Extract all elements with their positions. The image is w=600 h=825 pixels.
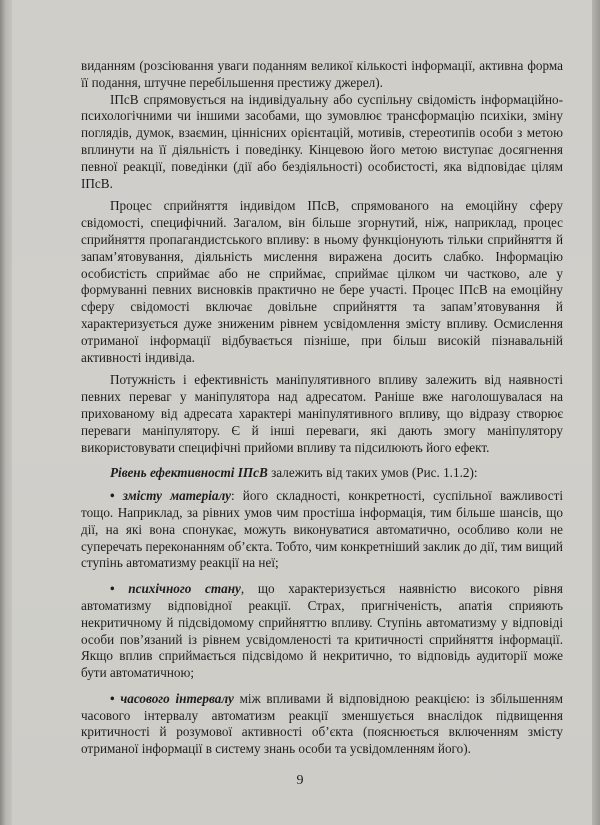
efficiency-term: Рівень ефективності ІПсВ [110, 465, 268, 481]
bullet-term-psychic-state: психічного стану [128, 581, 241, 597]
bullet-content [81, 488, 563, 572]
bullet-text-content: : його складності, конкретності, суспільної важливості тощо. Наприклад, за рівних умов чим простіша інформація, тим більше шансів, що дії, на які вона спонукає, можуть виконуватися автоматично, особливо коли не суперечать переконанням об’єкта. Тобто, чим конкретніший заклик до дії, тим вищий ступінь автоматизму реакції на неї; [81, 488, 563, 571]
paragraph-3: Процес сприйняття індивідом ІПсВ, спрямованого на емоційну сферу свідомості, специфічний. Загалом, він більше згорнутий, ніж, наприклад, процес сприйняття пропагандистського впливу: в ньому функціонують тільки сприйняття й запам’ятовування, діяльність мислення виражена досить слабко. Інформацію особистість сприймає або не сприймає, сприймає цілком чи частково, але у формуванні певних висновків практично не бере участі. Процес ІПсВ на емоційну сферу свідомості включає довільне сприйняття та запам’ятовування й характеризується дуже зниженим рівнем усвідомлення змісту впливу. Осмислення отриманої інформації відбувається пізніше, при більш високій пізнавальній активності індивіда. [81, 198, 563, 365]
paragraph-5 [81, 465, 563, 482]
efficiency-text: залежить від таких умов (Рис. 1.1.2): [267, 465, 478, 481]
bullet-text-time-interval: між впливами й відповідною реакцією: із збільшенням часового інтервалу автоматизм реакції зменшується внаслідок підвищення критичності й розумової активності об’єкта (пояснюється включенням змісту отриманої інформації в систему знань особи та усвідомленням його). [81, 690, 563, 757]
bullet-marker: • [110, 488, 123, 504]
bullet-psychic-state [81, 581, 563, 682]
bullet-marker: • [110, 690, 121, 706]
paragraph-2: ІПсВ спрямовується на індивідуальну або суспільну свідомість інформаційно-психологічними чи іншими засобами, що зумовлює трансформацію психіки, зміну поглядів, думок, взаємин, ціннісних орієнтацій, мотивів, стереотипів особи з метою вплинути на її діяльність і поведінку. Кінцевою його метою виступає досягнення певної реакції, поведінки (дії або бездіяльності) особистості, яка відповідає цілям ІПсВ. [81, 91, 563, 191]
page-number: 9 [296, 773, 304, 788]
bullet-marker: • [110, 581, 129, 597]
bullet-text-psychic-state: , що характеризується наявністю високого рівня автоматизму відповідної реакції. Страх, пригніченість, апатія сприяють некритичному й підсвідомому сприйняттю впливу. Ступінь автоматизму у відповіді особи пов’язаний із рівнем усвідомленості та критичності сприйняття інформації. Якщо вплив сприймається підсвідомо й некритично, то відповідь аудиторії може бути автоматичною; [81, 581, 563, 681]
bullet-time-interval [81, 691, 563, 758]
paragraph-4: Потужність і ефективність маніпулятивного впливу залежить від наявності певних переваг у маніпулятора над адресатом. Раніше вже наголошувалася на прихованому від адресата характері маніпулятивного впливу, що відразу створює переваги маніпулятору. Є й інші переваги, які дають змогу маніпулятору використовувати специфічні прийоми впливу та підсилюють його ефект. [81, 372, 563, 455]
bullet-term-content: змісту матеріалу [122, 488, 231, 504]
bullet-term-time-interval: часового інтервалу [120, 690, 234, 706]
paragraph-1: виданням (розсіювання уваги поданням великої кількості інформації, активна форма її подання, штучне перебільшення престижу джерел). [81, 58, 563, 90]
page-body [81, 58, 563, 758]
